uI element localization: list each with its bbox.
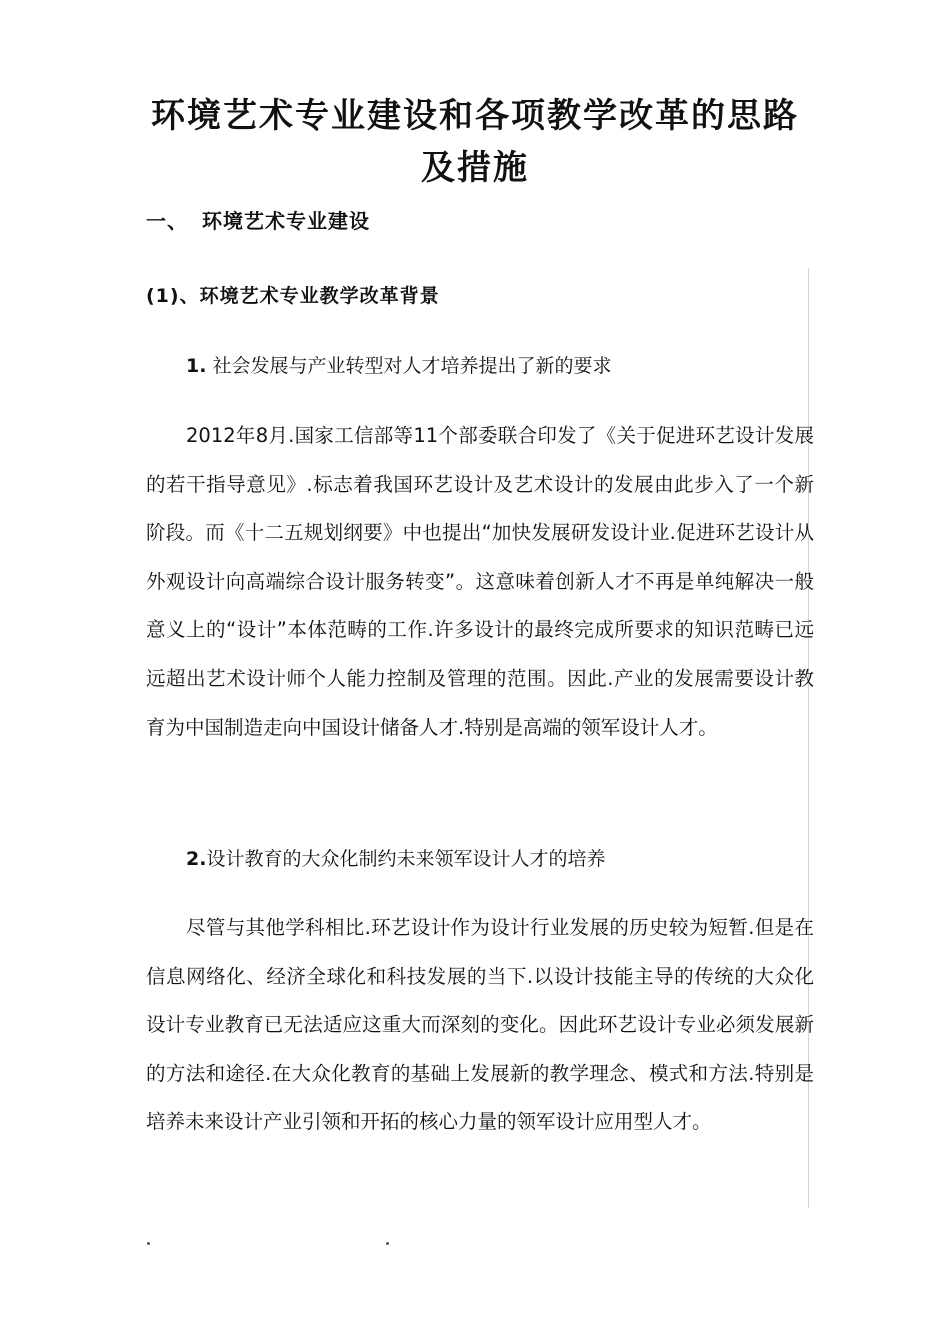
item-heading-1 (186, 351, 612, 378)
item-heading-text-1: 社会发展与产业转型对人才培养提出了新的要求 (212, 355, 612, 377)
item-heading-2 (186, 844, 605, 871)
document-title-line-1: 环境艺术专业建设和各项教学改革的思路 (151, 96, 799, 136)
section-heading (146, 205, 370, 234)
section-number: 一、 (146, 209, 188, 233)
document-title-line-2: 及措施 (421, 148, 529, 188)
footer-dot-center (386, 1242, 389, 1245)
subsection-heading: (1)、环境艺术专业教学改革背景 (146, 285, 440, 307)
paragraph-1: 2012年8月.国家工信部等11个部委联合印发了《关于促进环艺设计发展的若干指导意见》.标志着我国环艺设计及艺术设计的发展由此步入了一个新阶段。而《十二五规划纲要》中也提出“加快发展研发设计业.促进环艺设计从外观设计向高端综合设计服务转变”。这意味着创新人才不再是单纯解决一般意义上的“设计”本体范畴的工作.许多设计的最终完成所要求的知识范畴已远远超出艺术设计师个人能力控制及管理的范围。因此.产业的发展需要设计教育为中国制造走向中国设计储备人才.特别是高端的领军设计人才。 (146, 424, 814, 739)
item-number-1: 1. (186, 355, 207, 377)
footer-dot-left (147, 1242, 150, 1245)
item-heading-text-2: 设计教育的大众化制约未来领军设计人才的培养 (206, 848, 606, 870)
section-title: 环境艺术专业建设 (202, 209, 370, 233)
item-number-2: 2. (186, 848, 207, 870)
paragraph-2: 尽管与其他学科相比.环艺设计作为设计行业发展的历史较为短暂.但是在信息网络化、经济全球化和科技发展的当下.以设计技能主导的传统的大众化设计专业教育已无法适应这重大而深刻的变化。因此环艺设计专业必须发展新的方法和途径.在大众化教育的基础上发展新的教学理念、模式和方法.特别是培养未来设计产业引领和开拓的核心力量的领军设计应用型人才。 (146, 916, 814, 1134)
